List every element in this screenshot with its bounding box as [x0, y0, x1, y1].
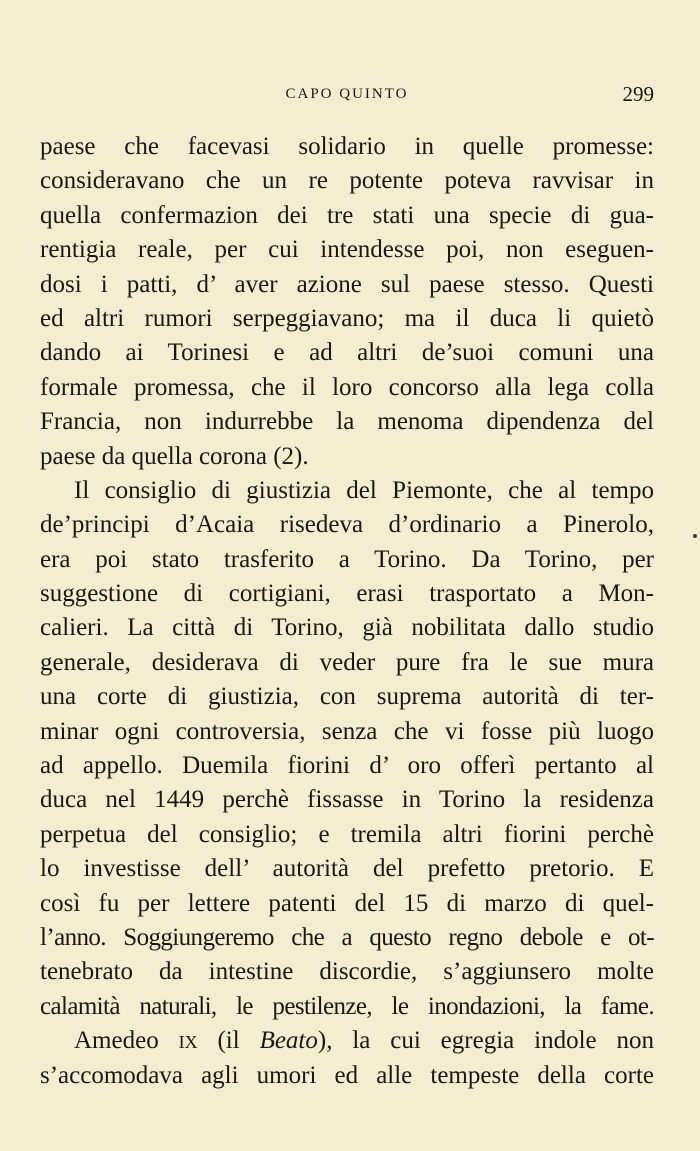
- text-line: calieri. La città di Torino, già nobilitata dallo studio: [40, 614, 654, 642]
- text-line: ad appello. Duemila fiorini d’ oro offerì pertanto al: [40, 752, 654, 780]
- margin-speck: [693, 534, 697, 538]
- text-line: s’accomodava agli umori ed alle tempeste della corte: [40, 1061, 654, 1089]
- text-line: paese che facevasi solidario in quelle promesse:: [40, 133, 654, 160]
- running-title: CAPO QUINTO: [285, 86, 409, 102]
- text-line: tenebrato da intestine discordie, s’aggiunsero molte: [40, 958, 654, 986]
- paragraph-3: [40, 1024, 654, 1093]
- text-line: era poi stato trasferito a Torino. Da Torino, per: [40, 545, 654, 573]
- text-line: minar ogni controversia, senza che vi fosse più luogo: [40, 717, 654, 745]
- text-run: ), la cui egregia indole non: [317, 1027, 654, 1055]
- roman-numeral: ix: [178, 1027, 198, 1055]
- body-text: [40, 130, 654, 1093]
- text-line: generale, desiderava di veder pure fra le sue mura: [40, 648, 654, 676]
- text-line: suggestione di cortigiani, erasi trasportato a Mon-: [40, 580, 654, 608]
- text-line: duca nel 1449 perchè fissasse in Torino la residenza: [40, 786, 654, 814]
- text-line: Francia, non indurrebbe la menoma dipendenza del: [40, 408, 654, 436]
- text-line: quella confermazion dei tre stati una specie di gua-: [40, 201, 654, 229]
- text-line: dando ai Torinesi e ad altri de’suoi comuni una: [40, 339, 654, 367]
- italic-text: Beato: [259, 1027, 318, 1055]
- text-line: così fu per lettere patenti del 15 di marzo di quel-: [40, 889, 654, 917]
- text-line: de’principi d’Acaia risedeva d’ordinario a Pinerolo,: [40, 511, 654, 539]
- text-line: formale promessa, che il loro concorso alla lega colla: [40, 373, 654, 401]
- text-line: ed altri rumori serpeggiavano; ma il duca li quietò: [40, 304, 654, 332]
- text-line: paese da quella corona (2).: [40, 442, 309, 470]
- text-line: lo investisse dell’ autorità del prefetto pretorio. E: [40, 855, 654, 883]
- text-line: consideravano che un re potente poteva ravvisar in: [40, 167, 654, 195]
- text-line: dosi i patti, d’ aver azione sul paese stesso. Questi: [40, 270, 654, 298]
- paragraph-2: [40, 474, 654, 1024]
- paragraph-1: [40, 130, 654, 474]
- text-line: l’anno. Soggiungeremo che a questo regno debole e ot-: [40, 923, 654, 951]
- running-head: [40, 82, 654, 110]
- text-line: [40, 1024, 654, 1058]
- text-line: perpetua del consiglio; e tremila altri fiorini perchè: [40, 820, 654, 848]
- text-line: calamità naturali, le pestilenze, le inondazioni, la fame.: [40, 992, 654, 1020]
- text-line: rentigia reale, per cui intendesse poi, non eseguen-: [40, 236, 654, 264]
- text-line: Il consiglio di giustizia del Piemonte, che al tempo: [74, 476, 654, 504]
- text-line: una corte di giustizia, con suprema autorità di ter-: [40, 683, 654, 711]
- text-run: (il: [197, 1027, 260, 1055]
- page-number: 299: [622, 82, 654, 106]
- text-run: Amedeo: [74, 1027, 179, 1055]
